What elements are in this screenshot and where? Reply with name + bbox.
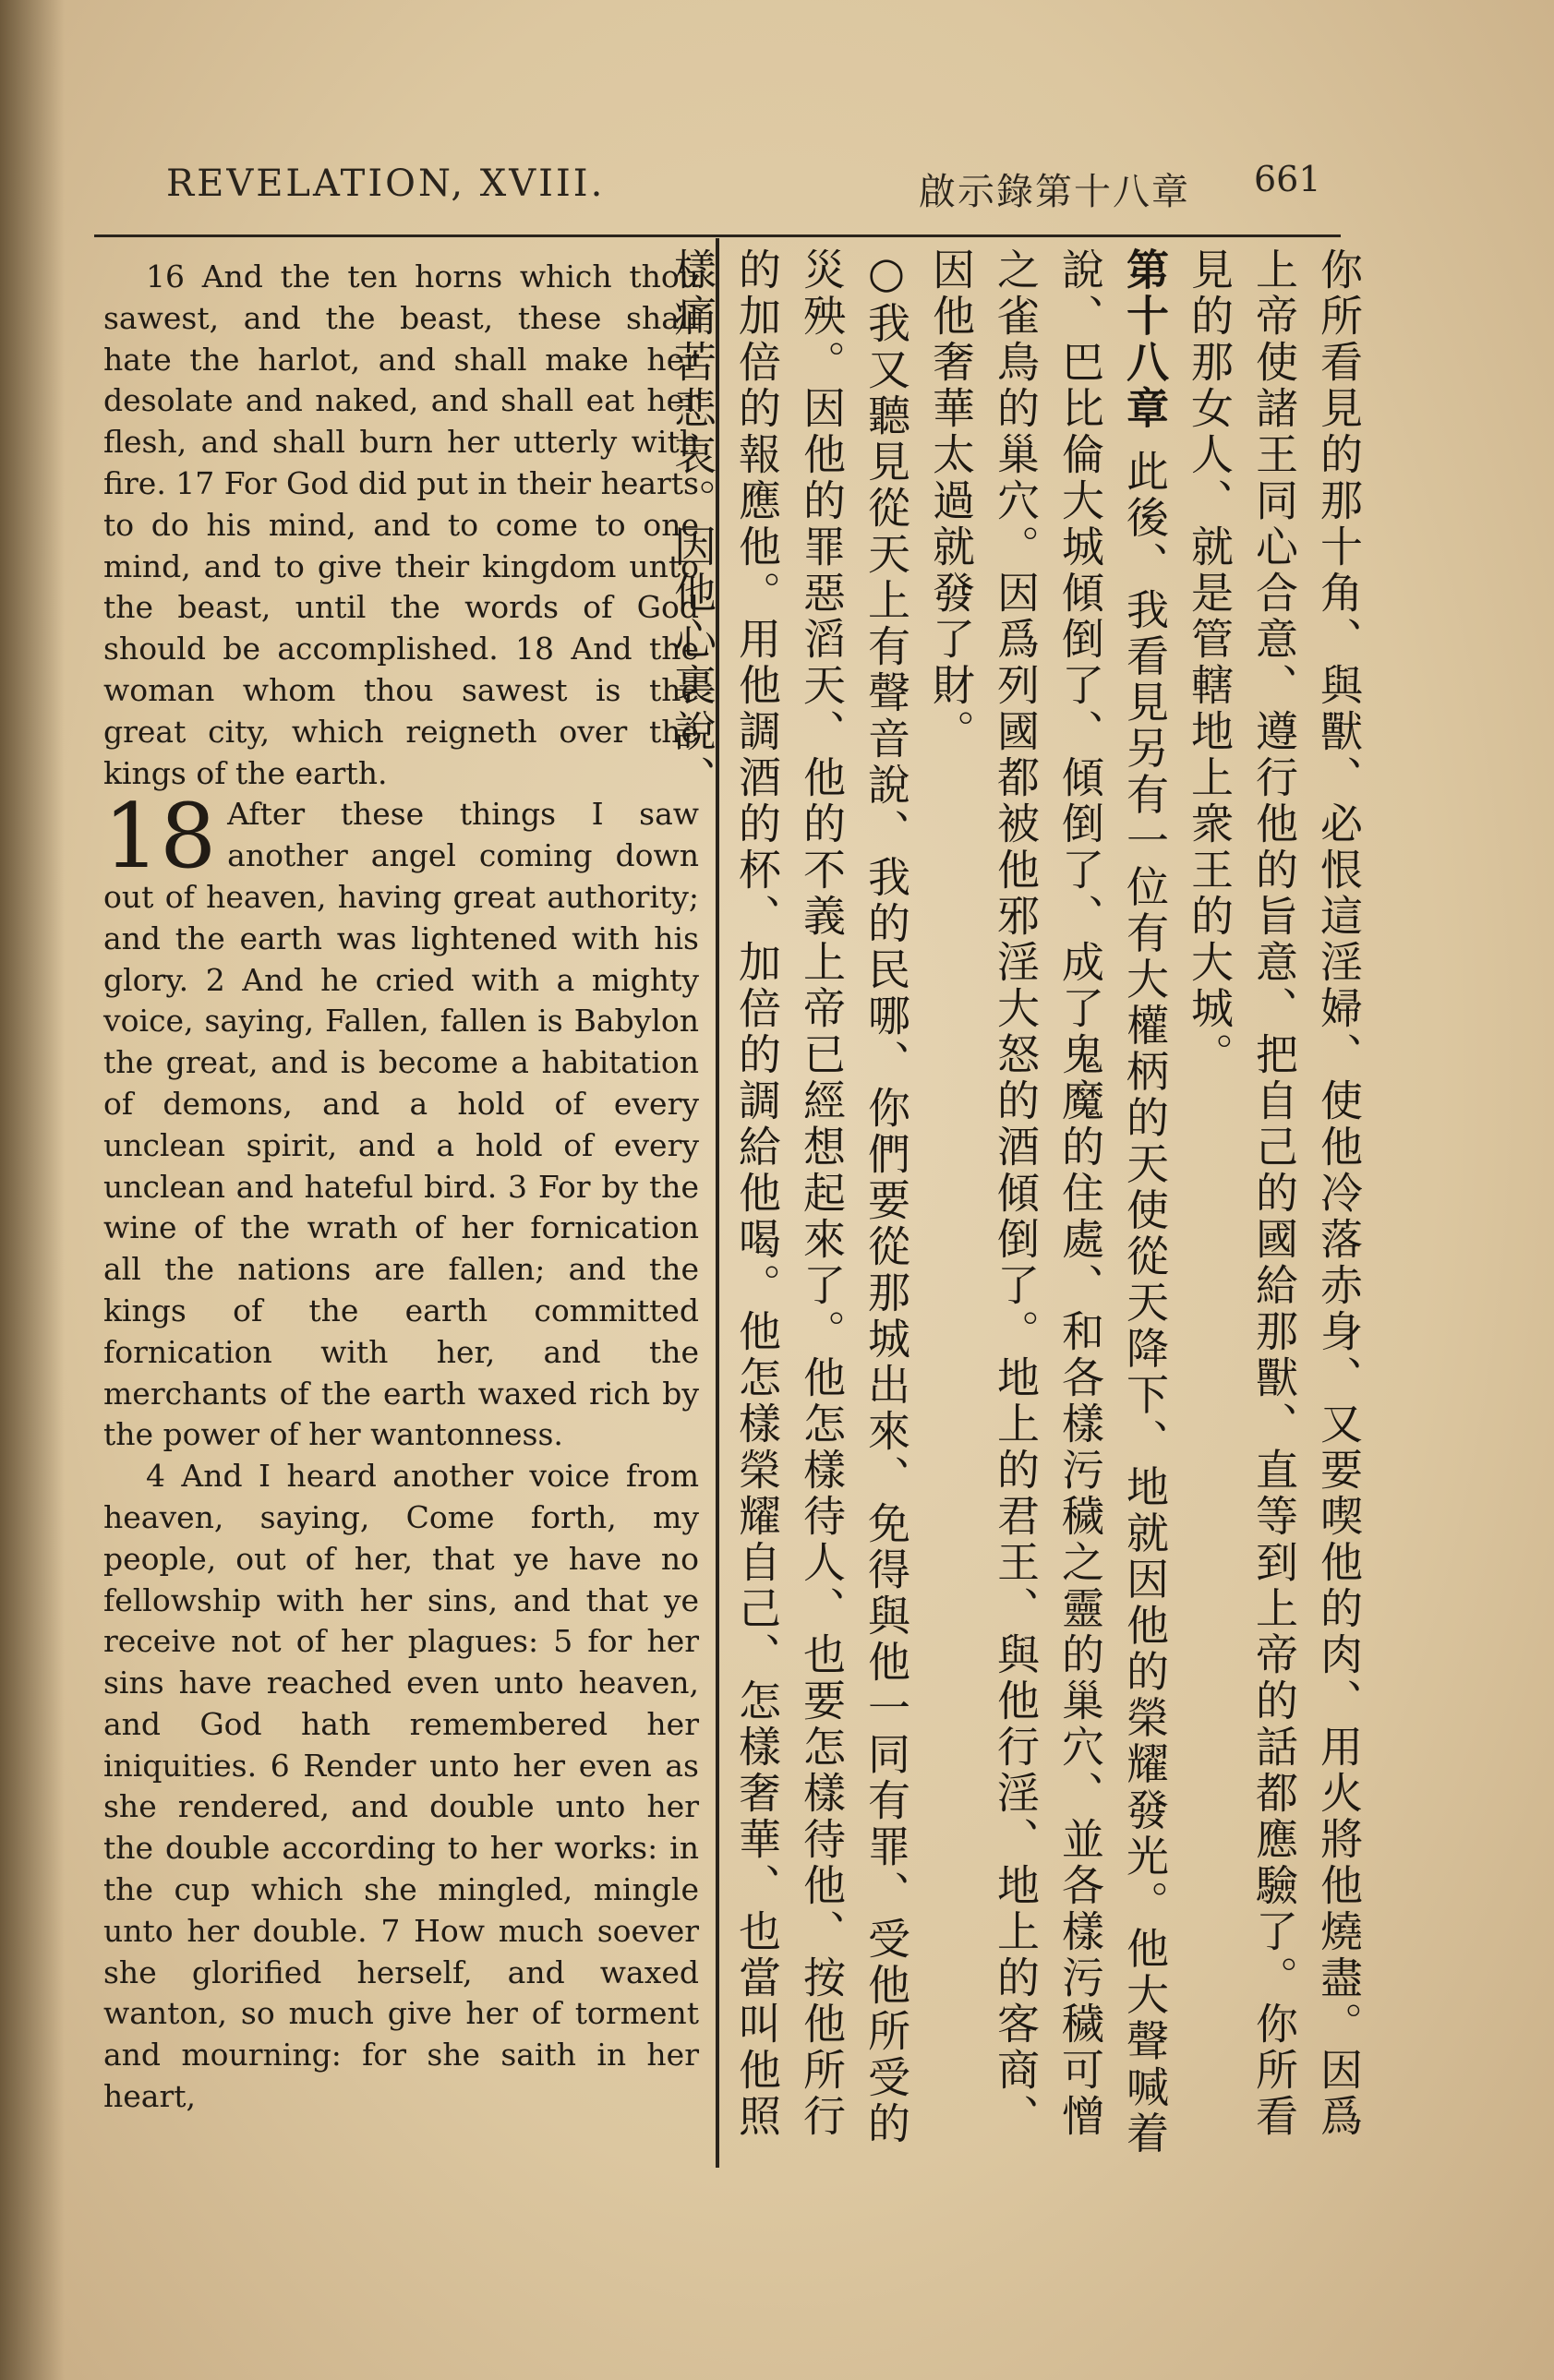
english-paragraph-text: After these things I saw another angel coming down out of heaven, having great authority; and the earth was lightened with his glory. 2 And he cried with a mighty voice, saying, Fallen, fallen is Babylon the great, and is become a habitation of demons, and a hold of every unclean spirit, and a hold of every unclean and hateful bird. 3 For by the wine of the wrath of her fornication all the nations are fallen; and the kings of the earth committed fornication with her, and the merchants of the earth waxed rich by the power of her wantonness. [103, 796, 699, 1453]
chinese-column [668, 247, 1371, 2177]
chinese-chapter-heading: 第十八章 [1120, 247, 1170, 432]
running-head-chinese: 啟示錄第十八章 [919, 171, 1190, 213]
running-head-english: REVELATION, XVIII. [166, 162, 606, 205]
chinese-paragraph-text: 此後、我看見另有一位有大權柄的天使從天降下、地就因他的榮耀發光。他大聲喊着說、巴比倫大城傾倒了、傾倒了、成了鬼魔的住處、和各樣污穢之靈的巢穴、並各樣污穢可憎之雀鳥的巢穴。因爲列國都被他邪淫大怒的酒傾倒了。地上的君王、與他行淫、地上的客商、因他奢華太過就發了財。 [926, 247, 1170, 2158]
chapter-drop-number: 18 [103, 785, 217, 889]
page-number: 661 [1254, 159, 1321, 199]
english-paragraph-chapter [103, 785, 699, 1456]
chinese-paragraph: ○我又聽見從天上有聲音說、我的民哪、你們要從那城出來、免得與他一同有罪、受他所受的災殃。因他的罪惡滔天、他的不義上帝已經想起來了。他怎樣待人、也要怎樣待他、按他所行的加倍的報應他。用他調酒的杯、加倍的調給他喝。他怎樣榮耀自己、怎樣奢華、也當叫他照樣痛苦悲哀。因他心裏說、 [668, 247, 911, 2147]
chinese-paragraph-chapter [919, 247, 1177, 2177]
english-column [103, 257, 699, 2118]
chinese-paragraph: 你所看見的那十角、與獸、必恨這淫婦、使他冷落赤身、又要喫他的肉、用火將他燒盡。因爲上帝使諸王同心合意、遵行他的旨意、把自己的國給那獸、直等到上帝的話都應驗了。你所看見的那女人、就是管轄地上衆王的大城。 [1185, 247, 1364, 2140]
english-paragraph: 16 And the ten horns which thou sawest, and the beast, these shall hate the harlot, and shall make her desolate and naked, and shall eat her flesh, and shall burn her utterly with fire. 17 For God did put in their hearts to do his mind, and to come to one mind, and to give their kingdom unto the beast, until the words of God should be accomplished. 18 And the woman whom thou sawest is the great city, which reigneth over the kings of the earth. [103, 258, 699, 791]
english-paragraph: 4 And I heard another voice from heaven, saying, Come forth, my people, out of her, that ye have no fellowship with her sins, and that ye receive not of her plagues: 5 for her sins have reached even unto heaven, and God hath remembered her iniquities. 6 Render unto her even as she rendered, and double unto her the double according to her works: in the cup which she mingled, mingle unto her double. 7 How much soever she glorified herself, and waxed wanton, so much give her of torment and mourning: for she saith in her heart, [103, 1458, 699, 2115]
binding-shadow [0, 0, 65, 2380]
header-rule [94, 234, 1341, 237]
